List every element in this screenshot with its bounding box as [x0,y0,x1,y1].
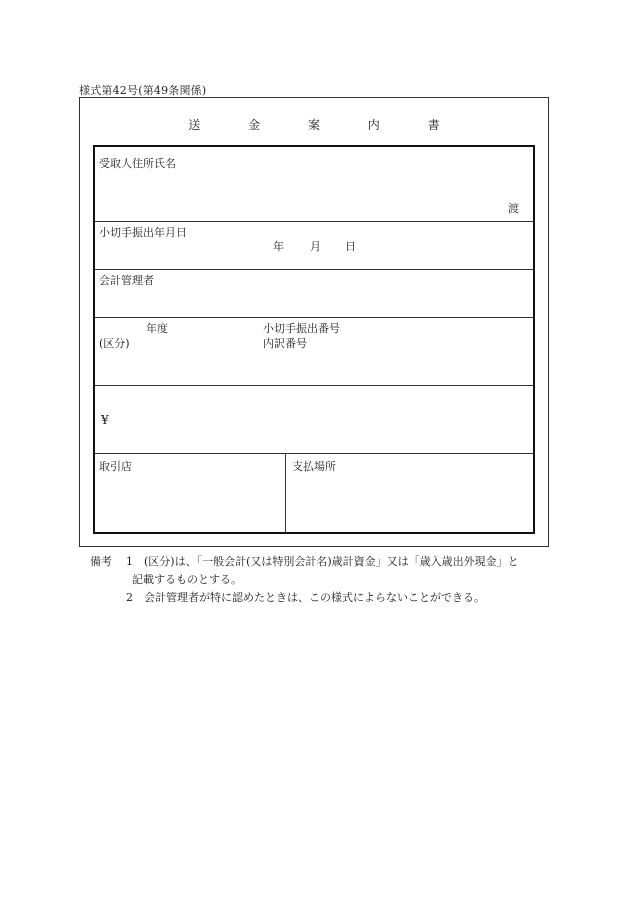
notes-section [90,553,550,607]
form-frame [79,97,549,547]
note-2-number: 2 [126,591,133,604]
note-item-1 [90,553,550,571]
check-date-label: 小切手振出年月日 [99,226,187,239]
note-2-text: 会計管理者が特に認めたときは、この様式によらないことができる。 [144,591,485,604]
bank-branch-label: 取引店 [99,460,132,473]
form-number-label: 様式第42号(第49条関係) [79,84,207,97]
document-title: 送 金 案 内 書 [188,118,462,132]
accounting-manager-label: 会計管理者 [99,274,154,287]
note-1-text-continued: 記載するものとする。 [132,573,242,586]
note-1-text: (区分)は、「一般会計(又は特別会計名)歳計資金」又は「歳入歳出外現金」と [144,555,519,568]
payment-place-label: 支払場所 [292,460,336,473]
year-label: 年 [273,240,284,253]
bank-row [95,454,533,532]
detail-number-label: 内訳番号 [263,337,307,350]
check-date-row [95,222,533,270]
note-1-number: 1 [126,555,133,568]
notes-heading: 備考 [90,555,112,568]
month-label: 月 [310,240,321,253]
bank-divider [285,454,286,532]
remittance-table [93,145,535,534]
recipient-row [95,147,533,222]
delivery-suffix: 渡 [508,202,519,215]
recipient-label: 受取人住所氏名 [99,157,176,170]
accounting-manager-row [95,270,533,318]
note-item-1-continued [90,571,550,589]
amount-row [95,386,533,454]
fiscal-row [95,318,533,386]
fiscal-year-label: 年度 [146,322,168,335]
yen-symbol: ¥ [101,413,109,427]
day-label: 日 [345,240,356,253]
category-label: (区分) [99,337,130,350]
check-number-label: 小切手振出番号 [263,322,340,335]
note-item-2 [90,589,550,607]
